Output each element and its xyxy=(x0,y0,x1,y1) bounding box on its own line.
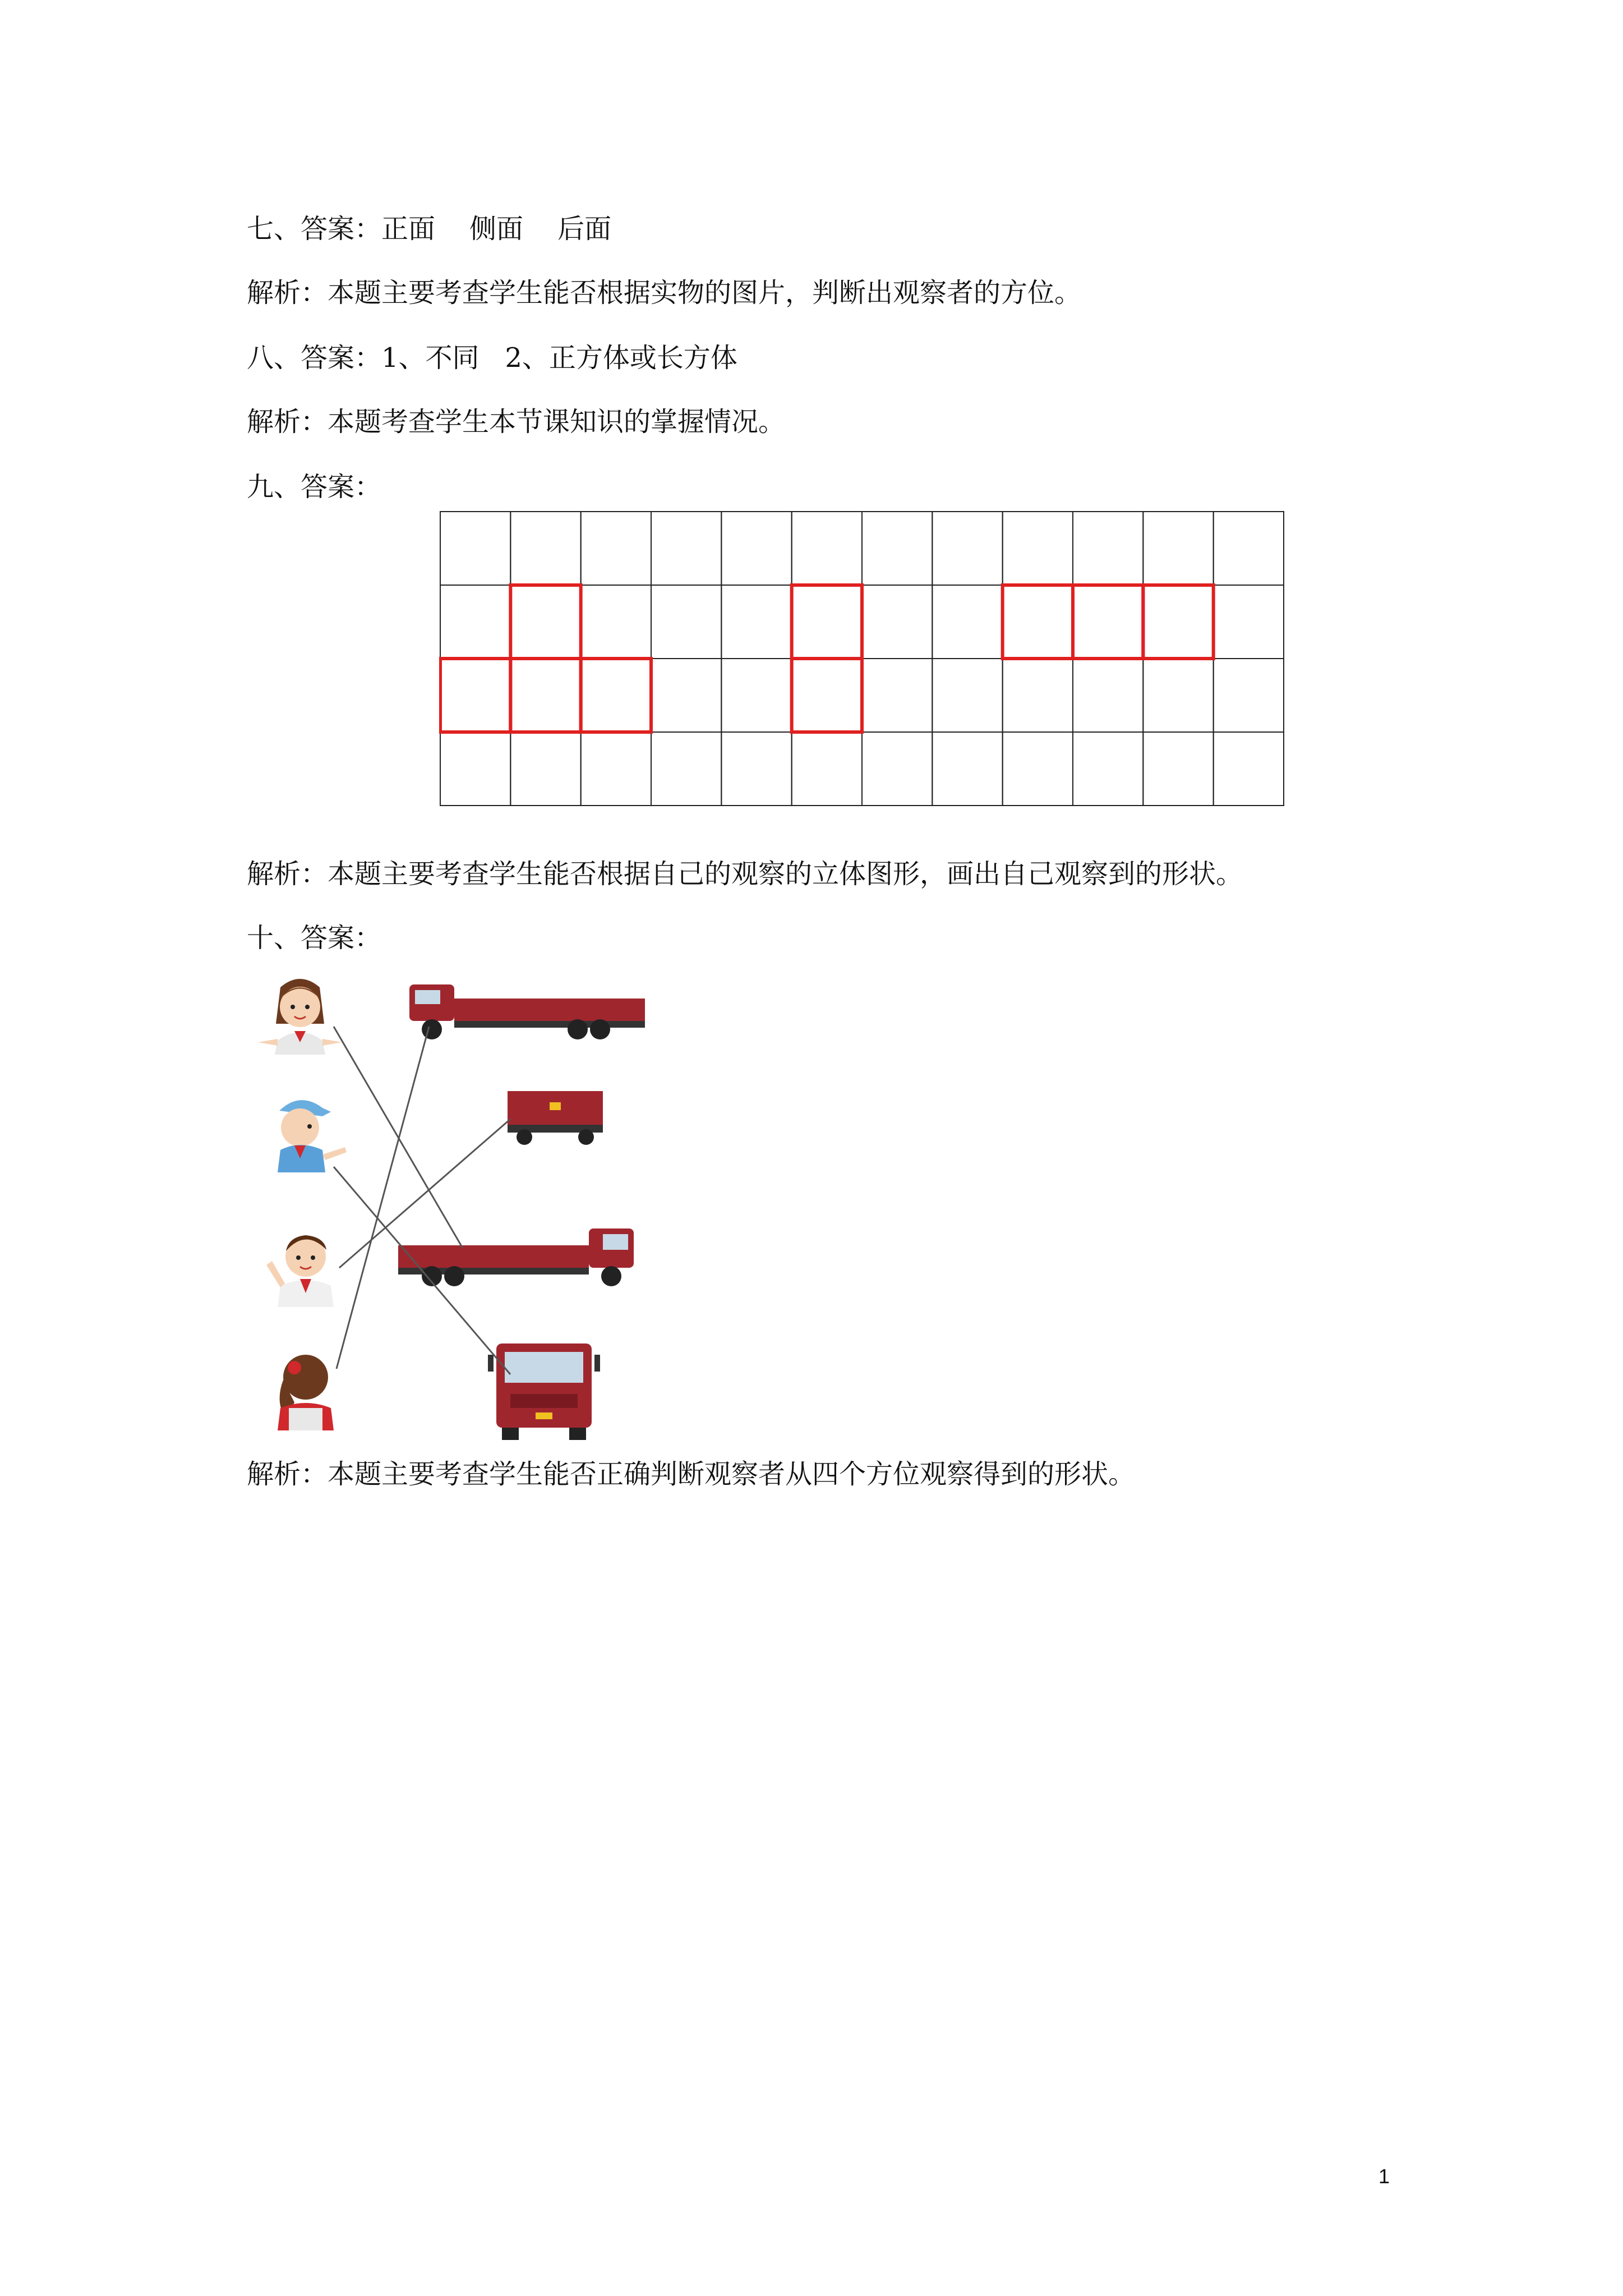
grid-cell xyxy=(510,732,580,806)
grid-cell xyxy=(1143,585,1213,659)
grid-cell xyxy=(792,732,862,806)
grid-cell xyxy=(651,659,721,732)
grid-cell xyxy=(440,659,510,732)
grid-cell xyxy=(721,659,791,732)
q10-analysis: 解析：本题主要考查学生能否正确判断观察者从四个方位观察得到的形状。 xyxy=(247,1458,1136,1490)
match-lines xyxy=(334,1027,510,1374)
grid-cell xyxy=(651,585,721,659)
grid-cell xyxy=(721,585,791,659)
highlighted-cell xyxy=(510,659,580,732)
highlighted-cell xyxy=(792,585,862,659)
highlighted-cell xyxy=(1003,585,1073,659)
q9-analysis: 解析：本题主要考查学生能否根据自己的观察的立体图形，画出自己观察到的形状。 xyxy=(247,858,1243,890)
grid-cell xyxy=(932,659,1002,732)
grid-cell xyxy=(1003,732,1073,806)
highlighted-cell xyxy=(792,659,862,732)
grid-cell xyxy=(1143,512,1213,585)
grid-cell xyxy=(510,659,580,732)
matching-figure xyxy=(247,965,651,1447)
grid-cell xyxy=(1003,512,1073,585)
grid-cell xyxy=(651,732,721,806)
q9-answer: 九、答案： xyxy=(247,471,382,503)
grid-cell xyxy=(581,585,651,659)
grid-cell xyxy=(932,732,1002,806)
q8-analysis: 解析：本题考查学生本节课知识的掌握情况。 xyxy=(247,406,786,438)
grid-cell xyxy=(792,659,862,732)
grid-cell xyxy=(1214,732,1284,806)
grid-cell xyxy=(932,512,1002,585)
girl-front-icon xyxy=(258,979,342,1055)
grid-cell xyxy=(1073,659,1143,732)
grid-cell xyxy=(1143,659,1213,732)
grid-cell xyxy=(1214,659,1284,732)
grid-cell xyxy=(862,732,932,806)
truck-side-right-icon xyxy=(398,1228,634,1286)
grid-cell xyxy=(721,512,791,585)
grid-cell xyxy=(440,512,510,585)
grid-cell xyxy=(1003,585,1073,659)
grid-cell xyxy=(862,585,932,659)
grid-cell xyxy=(721,732,791,806)
truck-front-icon xyxy=(488,1343,600,1440)
highlighted-cell xyxy=(1143,585,1213,659)
grid-cell xyxy=(1073,732,1143,806)
q7-analysis: 解析：本题主要考查学生能否根据实物的图片，判断出观察者的方位。 xyxy=(247,277,1082,309)
grid-cell xyxy=(1143,732,1213,806)
grid-cell xyxy=(510,512,580,585)
grid-cell xyxy=(440,732,510,806)
grid-cell xyxy=(581,659,651,732)
boy-waving-icon xyxy=(266,1235,334,1307)
grid-cell xyxy=(440,585,510,659)
grid-cell xyxy=(1003,659,1073,732)
grid-cell xyxy=(932,585,1002,659)
match-line-girl-front xyxy=(334,1027,463,1248)
grid-cell xyxy=(1214,585,1284,659)
grid-cell xyxy=(862,512,932,585)
girl-back-icon xyxy=(278,1355,334,1430)
grid-cell xyxy=(651,512,721,585)
highlighted-cell xyxy=(440,659,510,732)
truck-rear-icon xyxy=(508,1091,603,1145)
truck-side-left-icon xyxy=(409,984,645,1039)
q7-answer: 七、答案：正面 侧面 后面 xyxy=(247,213,612,245)
q10-answer: 十、答案： xyxy=(247,922,382,954)
highlighted-cell xyxy=(510,585,580,659)
q8-answer: 八、答案：1、不同 2、正方体或长方体 xyxy=(247,342,737,374)
match-line-girl-back xyxy=(336,1027,429,1369)
grid-cell xyxy=(581,512,651,585)
grid-cell xyxy=(1214,512,1284,585)
highlighted-cell xyxy=(1073,585,1143,659)
page-number: 1 xyxy=(1378,2165,1390,2188)
grid-cell xyxy=(581,732,651,806)
boy-cap-side-icon xyxy=(278,1100,347,1172)
grid-cell xyxy=(862,659,932,732)
grid-cell xyxy=(792,585,862,659)
highlighted-cell xyxy=(581,659,651,732)
grid-cell xyxy=(510,585,580,659)
answer-grid xyxy=(439,510,1285,807)
grid-cell xyxy=(1073,585,1143,659)
grid-cell xyxy=(1073,512,1143,585)
grid-cell xyxy=(792,512,862,585)
